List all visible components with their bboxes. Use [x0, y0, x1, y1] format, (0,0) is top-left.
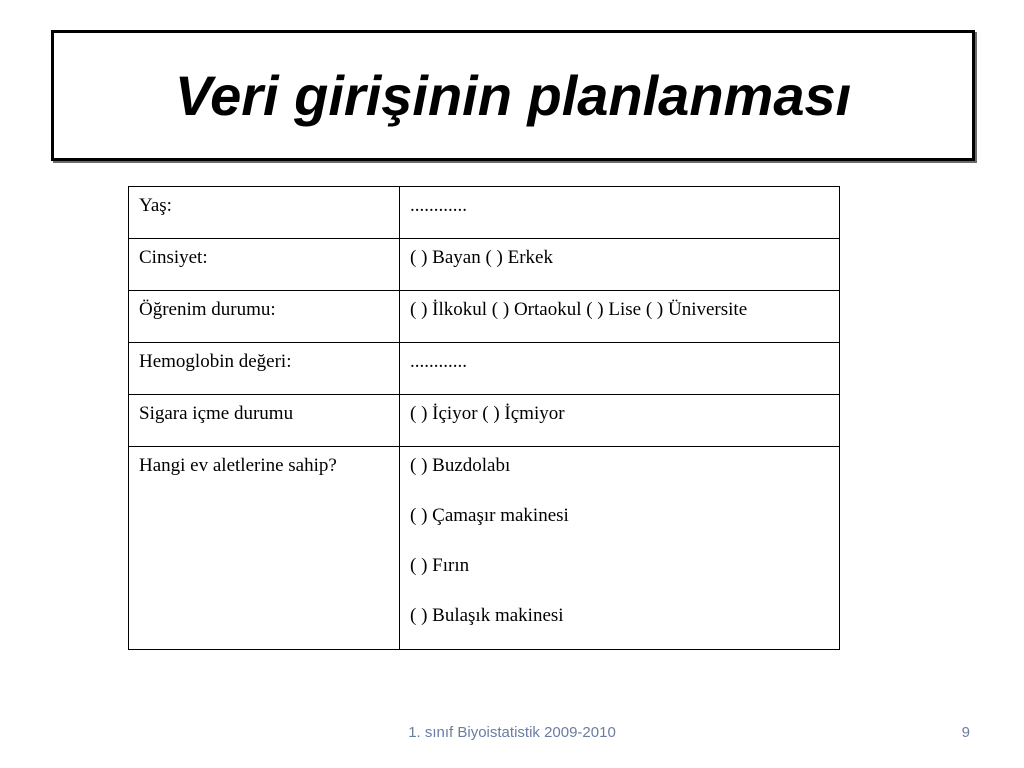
row-label: Hemoglobin değeri: [129, 343, 400, 395]
table-row-education [129, 291, 840, 343]
table-row-hemoglobin [129, 343, 840, 395]
slide-title: Veri girişinin planlanması [174, 64, 852, 127]
appliance-option: ( ) Bulaşık makinesi [410, 604, 564, 626]
row-value: ............ [400, 187, 840, 239]
table-row-appliances [129, 447, 840, 650]
table-row-smoking [129, 395, 840, 447]
title-box [51, 30, 975, 161]
data-entry-form-table [128, 186, 840, 650]
row-label: Yaş: [129, 187, 400, 239]
row-value: ............ [400, 343, 840, 395]
page-number: 9 [961, 724, 970, 741]
table-row-gender [129, 239, 840, 291]
appliance-option: ( ) Fırın [410, 554, 470, 576]
appliance-option: ( ) Buzdolabı [410, 455, 511, 476]
slide-footer: 1. sınıf Biyoistatistik 2009-2010 [408, 724, 616, 741]
row-label: Hangi ev aletlerine sahip? [129, 447, 400, 650]
row-label: Cinsiyet: [129, 239, 400, 291]
row-label: Öğrenim durumu: [129, 291, 400, 343]
appliance-option: ( ) Çamaşır makinesi [410, 504, 569, 526]
row-value: ( ) İlkokul ( ) Ortaokul ( ) Lise ( ) Üniversite [400, 291, 840, 343]
row-label: Sigara içme durumu [129, 395, 400, 447]
row-value: ( ) İçiyor ( ) İçmiyor [400, 395, 840, 447]
appliance-options [400, 447, 840, 650]
row-value: ( ) Bayan ( ) Erkek [400, 239, 840, 291]
table-row-age [129, 187, 840, 239]
